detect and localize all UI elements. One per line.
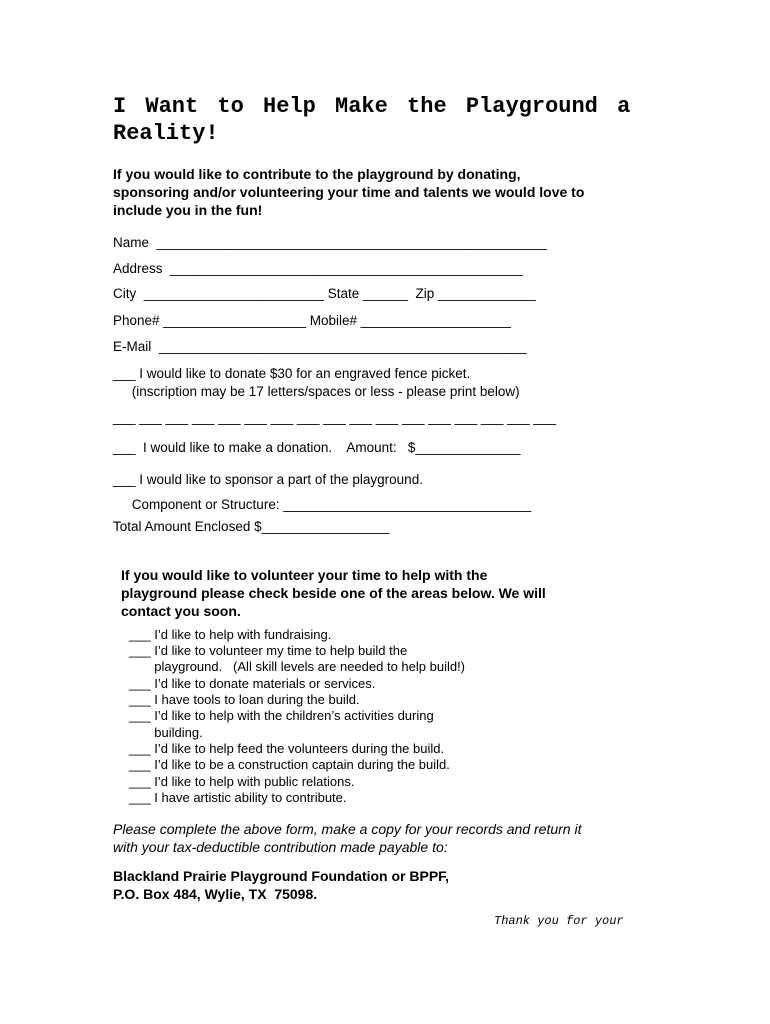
picket-inscription-note: (inscription may be 17 letters/spaces or less - please print below) xyxy=(113,384,520,399)
component-field[interactable]: Component or Structure: _________________________________ xyxy=(113,497,532,512)
closing-instructions: Please complete the above form, make a copy for your records and return it with your tax-deductible contribution made payable to: xyxy=(113,821,582,855)
thank-you-note: Thank you for your xyxy=(494,914,624,928)
name-field[interactable]: Name ____________________________________________________ xyxy=(113,235,547,250)
address-field[interactable]: Address _______________________________________________ xyxy=(113,261,523,276)
page-title: I Want to Help Make the Playground a Reality! xyxy=(113,94,631,146)
city-state-zip-field[interactable]: City ________________________ State ______ Zip _____________ xyxy=(113,286,536,301)
volunteer-item[interactable]: ___ I’d like to volunteer my time to help build the xyxy=(129,643,408,658)
phone-mobile-field[interactable]: Phone# ___________________ Mobile# ____________________ xyxy=(113,313,511,328)
donate-picket-option[interactable]: ___ I would like to donate $30 for an engraved fence picket. xyxy=(113,366,471,381)
volunteer-item[interactable]: ___ I’d like to help with fundraising. xyxy=(129,627,332,642)
sponsor-option[interactable]: ___ I would like to sponsor a part of the playground. xyxy=(113,472,423,487)
volunteer-item[interactable]: ___ I’d like to help with public relations. xyxy=(129,774,355,789)
volunteer-item[interactable]: ___ I’d like to donate materials or services. xyxy=(129,676,376,691)
email-field[interactable]: E-Mail _________________________________________________ xyxy=(113,339,527,354)
volunteer-item[interactable]: ___ I have tools to loan during the build. xyxy=(129,692,360,707)
intro-text: If you would like to contribute to the playground by donating, sponsoring and/or volunteering your time and talents we would love to include you in the fun! xyxy=(113,166,585,218)
total-amount-field[interactable]: Total Amount Enclosed $_________________ xyxy=(113,519,390,534)
volunteer-intro: If you would like to volunteer your time to help with the playground please check beside one of the areas below. We will contact you soon. xyxy=(121,567,546,619)
donation-option[interactable]: ___ I would like to make a donation. Amount: $______________ xyxy=(113,440,521,455)
picket-inscription-blanks[interactable]: ___ ___ ___ ___ ___ ___ ___ ___ ___ ___ ___ ___ ___ ___ ___ ___ ___ xyxy=(113,410,556,425)
volunteer-item[interactable]: ___ I’d like to help feed the volunteers during the build. xyxy=(129,741,445,756)
organization-address: P.O. Box 484, Wylie, TX 75098. xyxy=(113,886,318,902)
volunteer-item-continued: playground. (All skill levels are needed to help build!) xyxy=(129,659,466,674)
volunteer-item-continued: building. xyxy=(129,725,203,740)
volunteer-item[interactable]: ___ I’d like to be a construction captain during the build. xyxy=(129,757,450,772)
organization-name: Blackland Prairie Playground Foundation or BPPF, xyxy=(113,868,450,884)
volunteer-item[interactable]: ___ I have artistic ability to contribute. xyxy=(129,790,347,805)
volunteer-item[interactable]: ___ I’d like to help with the children’s activities during xyxy=(129,708,434,723)
